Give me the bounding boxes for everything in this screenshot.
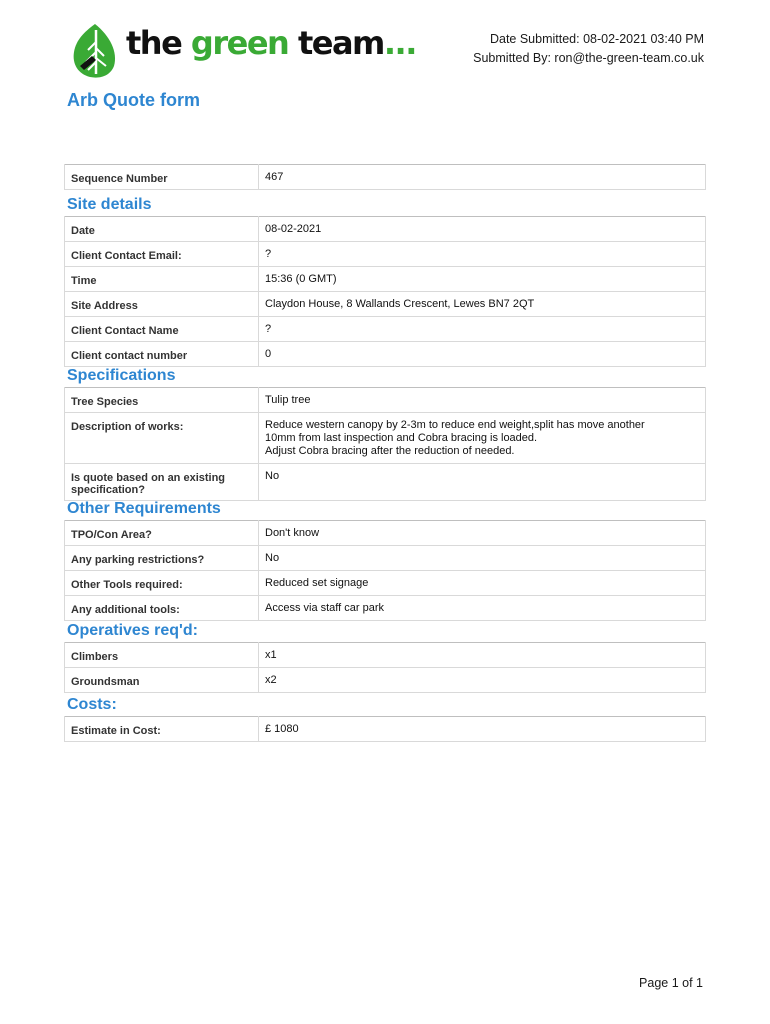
form-title: Arb Quote form — [67, 90, 200, 110]
field-label: Sequence Number — [65, 165, 259, 190]
field-label: Climbers — [65, 643, 259, 668]
field-label: Estimate in Cost: — [65, 717, 259, 742]
sequence-section — [64, 164, 706, 190]
table-row — [65, 521, 706, 546]
field-value: No — [259, 546, 706, 571]
costs-section — [64, 696, 706, 742]
section-heading: Specifications — [67, 367, 176, 384]
field-value: £ 1080 — [259, 717, 706, 742]
field-label: Site Address — [65, 292, 259, 317]
table-row — [65, 388, 706, 413]
table-row — [65, 165, 706, 190]
site-details-section — [64, 196, 706, 367]
section-heading: Operatives req'd: — [67, 622, 198, 639]
field-value: Claydon House, 8 Wallands Crescent, Lewes BN7 2QT — [259, 292, 706, 317]
section-heading: Other Requirements — [67, 500, 221, 517]
site-details-table — [64, 216, 706, 367]
field-label: Client Contact Email: — [65, 242, 259, 267]
field-value: No — [259, 464, 706, 501]
section-heading: Costs: — [67, 696, 117, 713]
table-row — [65, 546, 706, 571]
field-value: Access via staff car park — [259, 596, 706, 621]
other-requirements-section — [64, 500, 706, 621]
table-row — [65, 292, 706, 317]
field-label: Date — [65, 217, 259, 242]
specifications-table — [64, 387, 706, 501]
company-logo — [66, 22, 416, 82]
field-value: 467 — [259, 165, 706, 190]
logo-wordmark: the green team... — [126, 24, 416, 62]
table-row — [65, 717, 706, 742]
field-label: TPO/Con Area? — [65, 521, 259, 546]
specifications-section — [64, 367, 706, 501]
section-heading: Site details — [67, 196, 152, 213]
submitted-by: Submitted By: ron@the-green-team.co.uk — [473, 51, 704, 65]
field-value: 0 — [259, 342, 706, 367]
sequence-table — [64, 164, 706, 190]
field-value: Reduced set signage — [259, 571, 706, 596]
field-value: Tulip tree — [259, 388, 706, 413]
other-requirements-table — [64, 520, 706, 621]
field-label: Groundsman — [65, 668, 259, 693]
costs-table — [64, 716, 706, 742]
field-value: ? — [259, 242, 706, 267]
field-value: 15:36 (0 GMT) — [259, 267, 706, 292]
table-row — [65, 217, 706, 242]
field-value: x1 — [259, 643, 706, 668]
table-row — [65, 464, 706, 501]
field-label: Client Contact Name — [65, 317, 259, 342]
field-label: Any parking restrictions? — [65, 546, 259, 571]
field-label: Description of works: — [65, 413, 259, 464]
field-value: ? — [259, 317, 706, 342]
field-label: Is quote based on an existing specification? — [65, 464, 259, 501]
date-submitted: Date Submitted: 08-02-2021 03:40 PM — [489, 32, 704, 46]
table-row — [65, 413, 706, 464]
table-row — [65, 342, 706, 367]
table-row — [65, 267, 706, 292]
operatives-section — [64, 622, 706, 693]
field-value: x2 — [259, 668, 706, 693]
submission-info — [473, 30, 704, 68]
table-row — [65, 317, 706, 342]
field-label: Any additional tools: — [65, 596, 259, 621]
table-row — [65, 596, 706, 621]
table-row — [65, 242, 706, 267]
page-number: Page 1 of 1 — [639, 976, 703, 990]
field-label: Time — [65, 267, 259, 292]
field-label: Other Tools required: — [65, 571, 259, 596]
table-row — [65, 571, 706, 596]
operatives-table — [64, 642, 706, 693]
field-value: Don't know — [259, 521, 706, 546]
table-row — [65, 643, 706, 668]
field-value: Reduce western canopy by 2-3m to reduce end weight,split has move another 10mm from last inspection and Cobra bracing is loaded. Adjust Cobra bracing after the reduction of needed. — [259, 413, 706, 464]
field-label: Client contact number — [65, 342, 259, 367]
field-label: Tree Species — [65, 388, 259, 413]
field-value: 08-02-2021 — [259, 217, 706, 242]
tree-leaf-icon — [66, 22, 124, 80]
table-row — [65, 668, 706, 693]
